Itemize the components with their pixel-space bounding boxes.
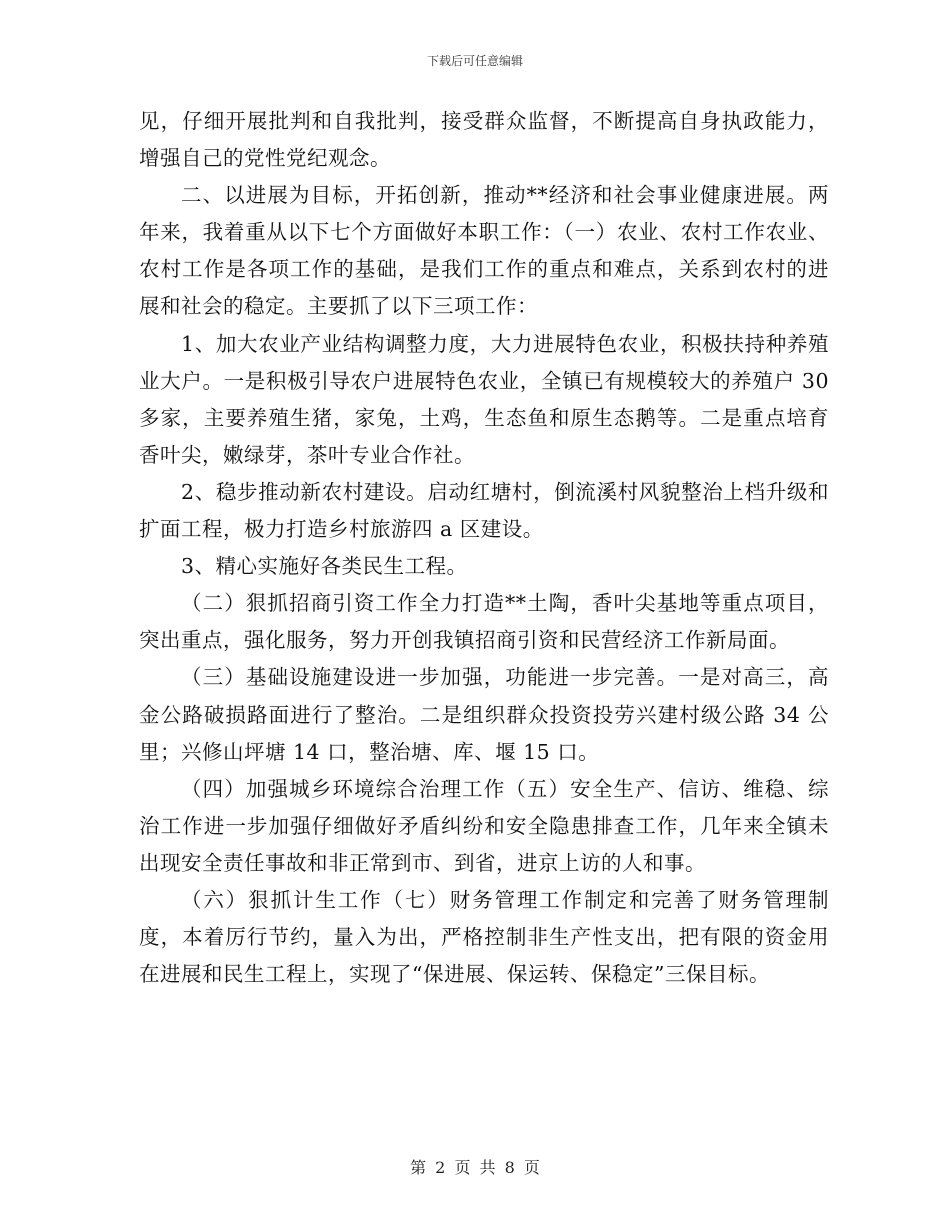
paragraph-5: 3、精心实施好各类民生工程。 xyxy=(181,554,468,579)
paragraph-4: 2、稳步推动新农村建设。启动红塘村，倒流溪村风貌整治上档升级和扩面工程，极力打造乡村旅游四 a 区建设。 xyxy=(139,479,829,542)
page-number-footer: 第 2 页 共 8 页 xyxy=(410,1158,540,1177)
paragraph-7: （三）基础设施建设进一步加强，功能进一步完善。一是对高三，高金公路破损路面进行了整治。二是组织群众投资投劳兴建村级公路 34 公里；兴修山坪塘 14 口，整治塘、库、堰 15 口。 xyxy=(139,665,829,764)
paragraph-2: 二、以进展为目标，开拓创新，推动**经济和社会事业健康进展。两年来，我着重从以下七个方面做好本职工作：（一）农业、农村工作农业、农村工作是各项工作的基础，是我们工作的重点和难点，关系到农村的进展和社会的稳定。主要抓了以下三项工作： xyxy=(139,183,829,319)
paragraph-6: （二）狠抓招商引资工作全力打造**土陶，香叶尖基地等重点项目，突出重点，强化服务，努力开创我镇招商引资和民营经济工作新局面。 xyxy=(139,591,829,653)
page-header: 下载后可任意编辑 xyxy=(426,54,523,68)
paragraph-8: （四）加强城乡环境综合治理工作（五）安全生产、信访、维稳、综治工作进一步加强仔细做好矛盾纠纷和安全隐患排查工作，几年来全镇未出现安全责任事故和非正常到市、到省，进京上访的人和事。 xyxy=(139,776,829,875)
paragraph-1: 见，仔细开展批判和自我批判，接受群众监督，不断提高自身执政能力，增强自己的党性党纪观念。 xyxy=(139,109,829,171)
document-body xyxy=(139,103,829,993)
paragraph-9: （六）狠抓计生工作（七）财务管理工作制定和完善了财务管理制度，本着厉行节约，量入为出，严格控制非生产性支出，把有限的资金用在进展和民生工程上，实现了“保进展、保运转、保稳定”三保目标。 xyxy=(139,887,829,987)
paragraph-3: 1、加大农业产业结构调整力度，大力进展特色农业，积极扶持种养殖业大户。一是积极引导农户进展特色农业，全镇已有规模较大的养殖户 30 多家，主要养殖生猪，家兔，土鸡，生态鱼和原生态鹅等。二是重点培育香叶尖，嫩绿芽，茶叶专业合作社。 xyxy=(139,331,829,467)
